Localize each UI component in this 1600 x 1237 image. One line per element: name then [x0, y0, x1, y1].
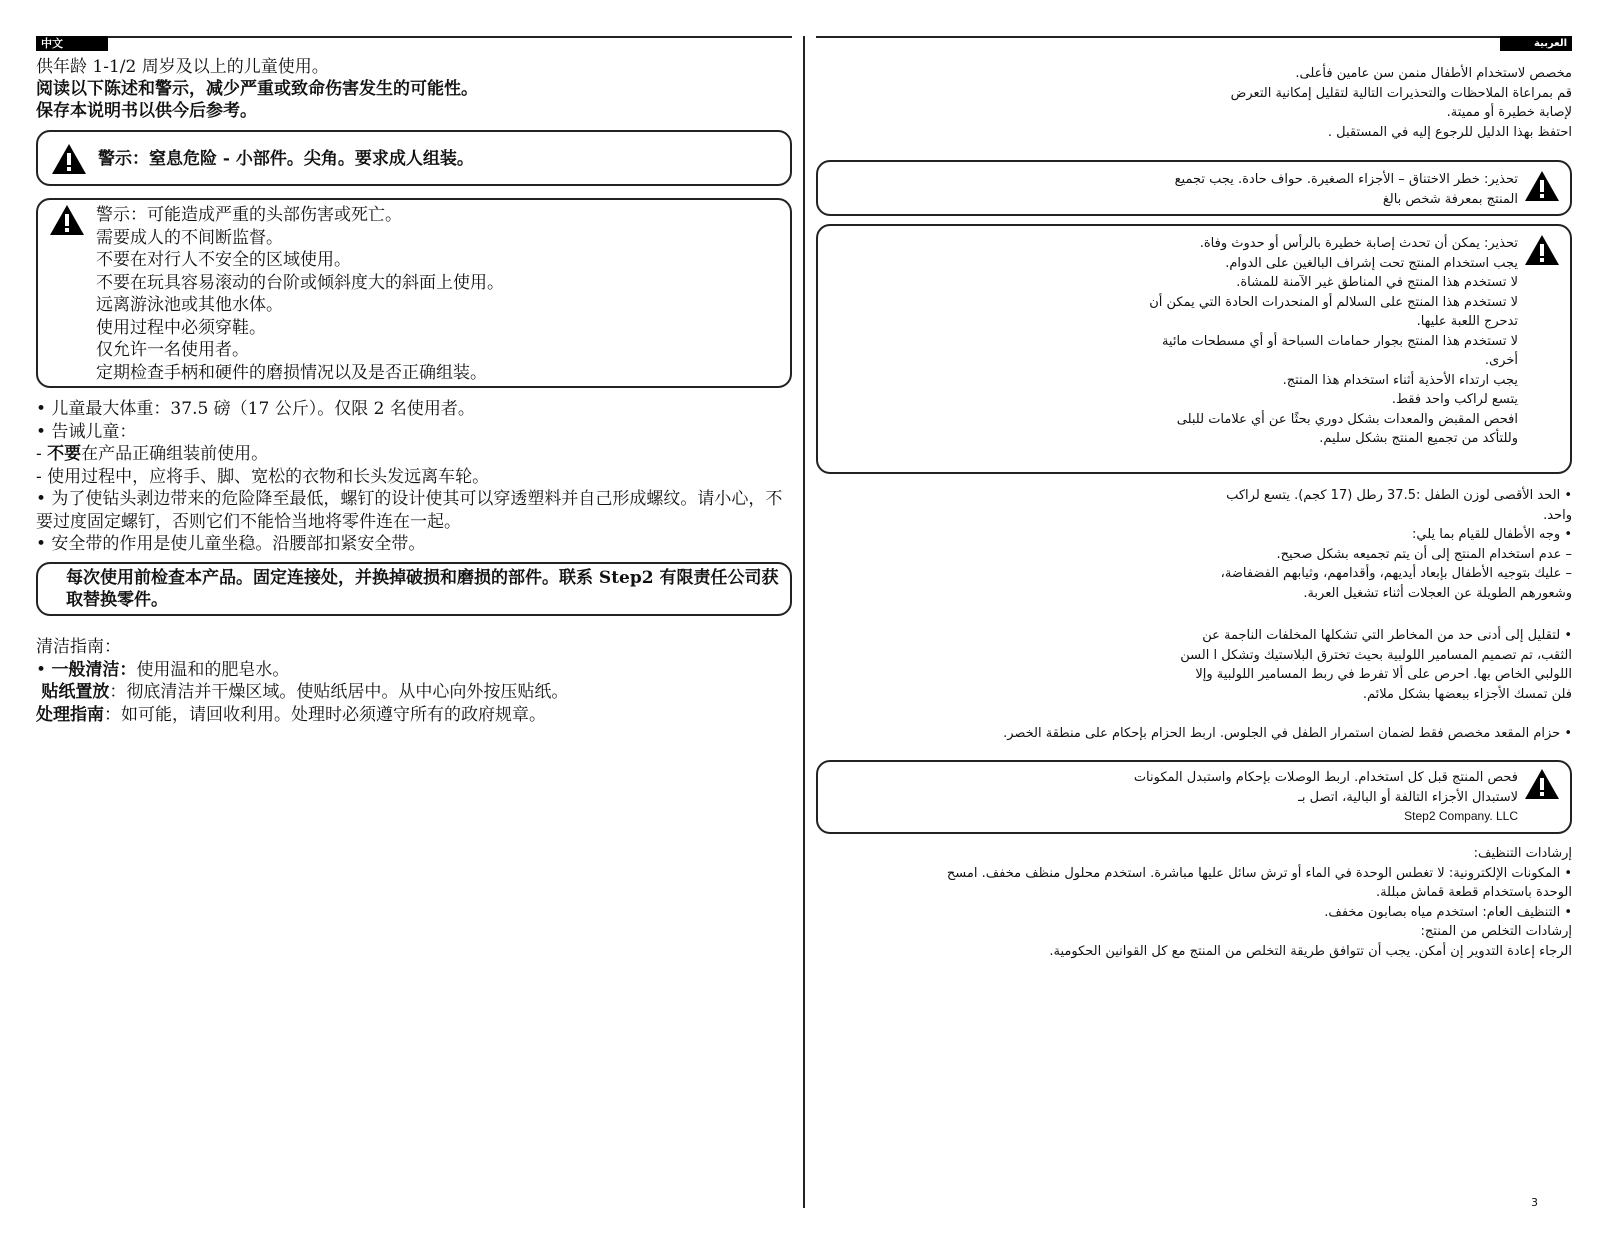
general-cleaning-line — [36, 659, 792, 682]
choking-warning-text: 警示：窒息危险 - 小部件。尖角。要求成人组装。 — [98, 149, 474, 169]
notice-line: فحص المنتج قبل كل استخدام. اربط الوصلات بإحكام واستبدل المكونات — [1133, 770, 1518, 785]
list-item: الثقب، تم تصميم المسامير اللولبية بحيث تخترق البلاستيك وتشكل ا السن — [1180, 647, 1572, 663]
cleaning-line: إرشادات التنظيف: — [1473, 846, 1572, 861]
chinese-section-header — [36, 36, 792, 50]
warning-triangle-icon — [51, 143, 87, 175]
warning-line: افحص المقبض والمعدات بشكل دوري بحثًا عن أي علامات للبلى — [1176, 411, 1518, 427]
keep-instructions-statement: 保存本说明书以供今后参考。 — [36, 101, 257, 121]
intro-line: مخصص لاستخدام الأطفال منمن سن عامين فأعلى. — [1295, 66, 1572, 81]
list-item: • 儿童最大体重：37.5 磅（17 公斤）。仅限 2 名使用者。 — [36, 399, 475, 419]
disposal-label: 处理指南 — [36, 704, 104, 725]
cleaning-line: الوحدة باستخدام قطعة قماش مبللة. — [1375, 885, 1572, 900]
warning-triangle-icon — [1524, 170, 1560, 202]
list-item: • لتقليل إلى أدنى حد من المخاطر التي تشكلها المخلفات الناجمة عن — [1202, 628, 1572, 643]
list-item: وشعورهم الطويلة عن العجلات أثناء تشغيل العربة. — [1303, 585, 1572, 601]
cleaning-line: إرشادات التخلص من المنتج: — [1420, 924, 1572, 939]
inspection-notice-text: 每次使用前检查本产品。固定连接处，并换掉破损和磨损的部件。联系 Step2 有限责任公司获取替换零件。 — [66, 568, 779, 610]
warning-line: 远离游泳池或其他水体。 — [96, 295, 283, 315]
arabic-section-header — [816, 36, 1572, 50]
head-injury-warning-box — [36, 198, 792, 388]
disposal-line — [36, 704, 792, 727]
warning-line: لا تستخدم هذا المنتج بجوار حمامات السباحة أو أي مسطحات مائية — [1161, 333, 1518, 349]
sticker-placement-label: 贴纸置放 — [41, 682, 110, 702]
arabic-choking-warning-box — [816, 160, 1572, 216]
warning-line: 定期检查手柄和硬件的磨损情况以及是否正确组装。 — [96, 362, 487, 383]
intro-line: لإصابة خطيرة أو مميتة. — [1446, 105, 1572, 120]
warning-line: 需要成人的不间断监督。 — [96, 227, 283, 248]
cleaning-title: 清洁指南： — [36, 637, 121, 657]
arabic-belt-note — [816, 724, 1572, 744]
cleaning-line: • التنظيف العام: استخدم مياه بصابون مخفف. — [1324, 904, 1572, 920]
warning-triangle-icon — [1524, 768, 1560, 800]
intro-line: احتفظ بهذا الدليل للرجوع إليه في المستقبل . — [1327, 124, 1572, 140]
list-item: - 使用过程中，应将手、脚、宽松的衣物和长头发远离车轮。 — [36, 466, 490, 487]
warning-line: لا تستخدم هذا المنتج في المناطق غير الآمنة للمشاة. — [1236, 275, 1518, 290]
arabic-head-injury-warning-box — [816, 224, 1572, 474]
sticker-placement-text: ：彻底清洁并干燥区域。使贴纸居中。从中心向外按压贴纸。 — [109, 682, 569, 702]
warning-line: يتسع لراكب واحد فقط. — [1391, 392, 1518, 407]
chinese-column — [36, 56, 792, 725]
warning-line: 使用过程中必须穿鞋。 — [96, 317, 266, 338]
list-item: اللولبي الخاص بها. احرص على ألا تفرط في ربط المسامير اللولبية وإلا — [1195, 667, 1572, 682]
column-divider — [803, 36, 805, 1208]
list-item: – عدم استخدام المنتج إلى أن يتم تجميعه بشكل صحيح. — [1276, 546, 1572, 562]
intro-line: قم بمراعاة الملاحظات والتحذيرات التالية لتقليل إمكانية التعرض — [1230, 85, 1572, 101]
warning-line: يجب ارتداء الأحذية أثناء استخدام هذا المنتج. — [1282, 372, 1518, 388]
dash-prefix: - — [36, 444, 48, 464]
warning-line: وللتأكد من تجميع المنتج بشكل سليم. — [1319, 431, 1518, 446]
choking-warning-box — [36, 130, 792, 186]
warning-triangle-icon — [49, 204, 85, 236]
warning-line: 不要在玩具容易滚动的台阶或倾斜度大的斜面上使用。 — [96, 272, 504, 293]
list-item — [36, 443, 792, 466]
arabic-screws-note — [1132, 626, 1572, 704]
list-item: • 为了使钻头剥边带来的危险降至最低，螺钉的设计使其可以穿透塑料并自己形成螺纹。请小心，不要过度固定螺钉，否则它们不能恰当地将零件连在一起。 — [36, 489, 783, 532]
list-item: • 安全带的作用是使儿童坐稳。沿腰部扣紧安全带。 — [36, 534, 426, 554]
list-item: • وجه الأطفال للقيام بما يلي: — [1412, 527, 1572, 542]
warning-line: لا تستخدم هذا المنتج على السلالم أو المنحدرات الحادة التي يمكن أن — [1149, 294, 1518, 310]
age-statement: 供年龄 1-1/2 周岁及以上的儿童使用。 — [36, 57, 329, 77]
warning-line: 不要在对行人不安全的区域使用。 — [96, 250, 351, 270]
company-name: Step2 Company. LLC — [1404, 809, 1518, 823]
cleaning-line: • المكونات الإلكترونية: لا تغطس الوحدة في الماء أو ترش سائل عليها مباشرة. استخدم محلول منظف مخفف. امسح — [946, 865, 1572, 881]
inspection-notice-box — [36, 562, 792, 616]
warning-line: 警示：可能造成严重的头部伤害或死亡。 — [96, 205, 402, 225]
list-item: • 告诫儿童： — [36, 421, 137, 442]
warning-line: تحذير: يمكن أن تحدث إصابة خطيرة بالرأس أو حدوث وفاة. — [1199, 236, 1518, 251]
cleaning-section — [36, 636, 792, 726]
chinese-language-tag: 中文 — [36, 36, 108, 51]
list-item: فلن تمسك الأجزاء ببعضها بشكل ملائم. — [1362, 686, 1572, 702]
general-cleaning-label: 一般清洁： — [51, 659, 137, 680]
arabic-usage-notes-list — [1172, 486, 1572, 603]
list-item: • الحد الأقصى لوزن الطفل :37.5 رطل (17 كجم). يتسع لراكب — [1226, 488, 1572, 503]
warning-line: 仅允许一名使用者。 — [96, 340, 249, 360]
warning-line: تدحرج اللعبة عليها. — [1416, 314, 1518, 329]
warning-line: أخرى. — [1484, 353, 1518, 368]
warning-triangle-icon — [1524, 234, 1560, 266]
arabic-inspection-notice-box — [816, 760, 1572, 834]
general-cleaning-text: 使用温和的肥皂水。 — [136, 659, 290, 680]
do-not-label: 不要 — [47, 444, 82, 464]
list-item: واحد. — [1543, 507, 1572, 523]
usage-notes-list — [36, 398, 792, 556]
arabic-cleaning-section — [892, 844, 1572, 961]
arabic-intro — [816, 64, 1572, 142]
list-item: • حزام المقعد مخصص فقط لضمان استمرار الطفل في الجلوس. اربط الحزام بإحكام على منطقة الخصر. — [1003, 726, 1572, 741]
cleaning-line: الرجاء إعادة التدوير إن أمكن. يجب أن تتوافق طريقة التخلص من المنتج مع كل القوانين الحكومية. — [1049, 943, 1572, 959]
disposal-text: ：如可能，请回收利用。处理时必须遵守所有的政府规章。 — [104, 704, 546, 725]
page-number: 3 — [1531, 1196, 1538, 1209]
notice-line: لاستبدال الأجزاء التالفة أو البالية، اتصل بـ — [1298, 789, 1518, 805]
arabic-language-tag: العربية — [1500, 36, 1572, 51]
read-warnings-statement: 阅读以下陈述和警示，减少严重或致命伤害发生的可能性。 — [36, 79, 478, 99]
warning-line: تحذير: خطر الاختناق – الأجزاء الصغيرة. حواف حادة. يجب تجميع — [1174, 172, 1518, 187]
sticker-placement-line — [36, 681, 792, 704]
do-not-text: 在产品正确组装前使用。 — [81, 444, 269, 464]
warning-line: يجب استخدام المنتج تحت إشراف البالغين على الدوام. — [1225, 255, 1518, 271]
bullet: • — [36, 659, 52, 680]
list-item: – عليك بتوجيه الأطفال بإبعاد أيديهم، وأقدامهم، وثيابهم الفضفاضة، — [1220, 566, 1572, 581]
warning-line: المنتج بمعرفة شخص بالغ — [1382, 191, 1518, 207]
